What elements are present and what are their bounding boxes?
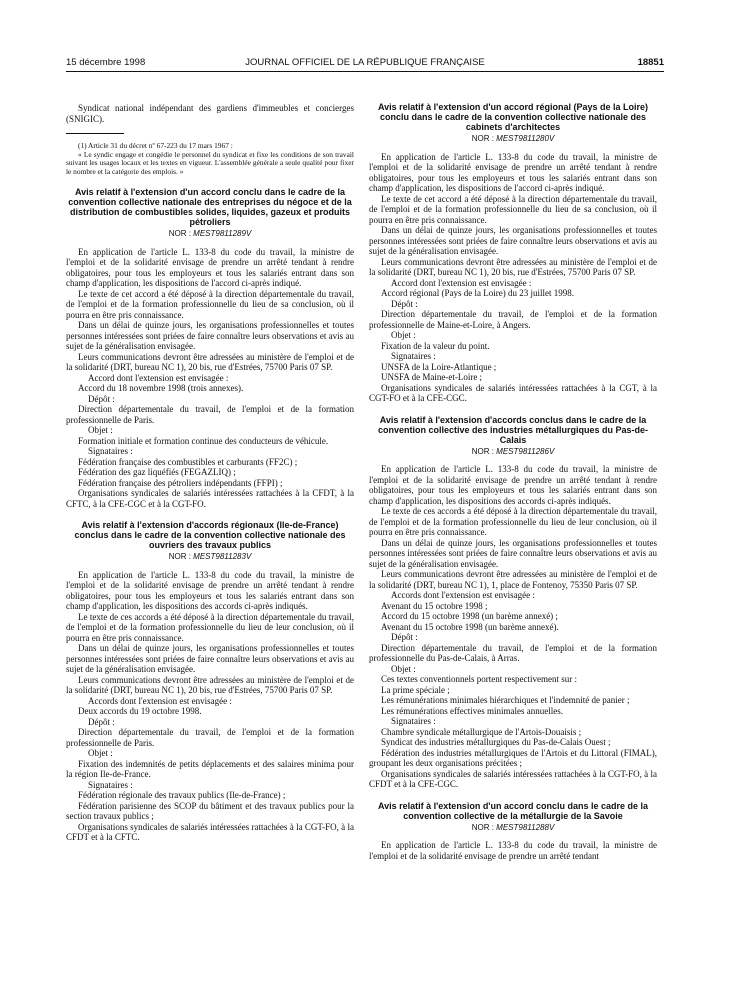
nor-reference: NOR : MESТ9811289V: [168, 229, 252, 239]
nor-reference: NOR : MESТ9811283V: [168, 552, 252, 562]
list-item: Fixation de la valeur du point.: [381, 340, 490, 351]
list-heading: Objet :: [391, 663, 416, 674]
list-heading: Accords dont l'extension est envisagée :: [88, 695, 232, 706]
list-item: Direction départementale du travail, de l'emploi et de la formation professionnelle de Paris.: [66, 727, 354, 748]
list-item: Accord du 18 novembre 1998 (trois annexes).: [78, 383, 244, 394]
notice-title: Avis relatif à l'extension d'accords conclus dans le cadre de la convention collective des industries métallurgiques du Pas-de-Calais: [377, 414, 649, 445]
notice-title: Avis relatif à l'extension d'un accord régional (Pays de la Loire) conclu dans le cadre de la convention collective nationale des cabinets d'architectes: [377, 102, 649, 132]
list-item: Avenant du 15 octobre 1998 ;: [381, 600, 488, 611]
notice-title: Avis relatif à l'extension d'un accord conclu dans le cadre de la convention collective nationale des entreprises du négoce et de la distribution de combustibles solides, liquides, gazeux et produits pétroliers: [68, 187, 352, 228]
list-item: Accord régional (Pays de la Loire) du 23 juillet 1998.: [381, 288, 574, 298]
list-item: Fixation des indemnités de petits déplacements et des salaires minima pour la région Ile-de-France.: [66, 758, 354, 780]
list-heading: Signataires :: [88, 779, 133, 790]
list-item: Organisations syndicales de salariés intéressées rattachées à la CGT-FO, à la CFDT et à la CFE-CGC.: [369, 768, 657, 789]
list-heading: Signataires :: [391, 716, 436, 726]
nor-reference: NOR : MESТ9811288V: [471, 822, 555, 832]
paragraph: En application de l'article L. 133-8 du code du travail, la ministre de l'emploi et de la solidarité envisage de prendre un arrêté tendant: [369, 840, 657, 861]
list-item: Syndicat des industries métallurgiques du Pas-de-Calais Ouest ;: [381, 737, 611, 747]
journal-title: JOURNAL OFFICIEL DE LA RÉPUBLIQUE FRANÇAISE: [245, 57, 485, 68]
paragraph: En application de l'article L. 133-8 du code du travail, la ministre de l'emploi et de la solidarité envisage de prendre un arrêté tendant à rendre obligatoires, pour tous les employeurs et tous les salariés entrant dans son champ d'application, les dispositions des accords ci-après indiqués.: [66, 569, 354, 612]
list-item: Fédération des industries métallurgiques de l'Artois et du Littoral (FIMAL), groupant les deux organisations précitées ;: [369, 747, 657, 768]
paragraph: Le texte de cet accord a été déposé à la direction départementale du travail, de l'emploi et de la formation professionnelle du lieu de sa conclusion, où il pourra en être pris connaissance.: [66, 288, 354, 320]
list-item: La prime spéciale ;: [381, 684, 450, 695]
nor-reference: NOR : MESТ9811286V: [471, 446, 555, 456]
paragraph: Leurs communications devront être adressées au ministère de l'emploi et de la solidarité (DRT, bureau NC 1), 20 bis, rue d'Estrées, 75700 Paris 07 SP.: [369, 256, 657, 277]
list-item: UNSFA de Maine-et-Loire ;: [381, 372, 483, 382]
list-item: Organisations syndicales de salariés intéressées rattachées à la CGT, à la CGT-FO et à la CFE-CGC.: [369, 382, 657, 403]
list-item: Deux accords du 19 octobre 1998.: [78, 706, 202, 717]
list-item: Accord du 15 octobre 1998 (un barème annexé) ;: [381, 611, 558, 621]
list-heading: Accords dont l'extension est envisagée :: [391, 590, 535, 600]
list-heading: Dépôt :: [391, 632, 418, 642]
left-column: [66, 103, 354, 843]
list-item: Fédération parisienne des SCOP du bâtiment et des travaux publics pour la section travaux publics ;: [66, 800, 354, 822]
list-heading: Signataires :: [88, 446, 133, 457]
paragraph: Dans un délai de quinze jours, les organisations professionnelles et toutes personnes intéressées sont priées de faire connaître leurs observations et avis au sujet de la généralisation envisagée.: [66, 320, 354, 352]
paragraph: Dans un délai de quinze jours, les organisations professionnelles et toutes personnes intéressées sont priées de faire connaître leurs observations et avis au sujet de la généralisation envisagée.: [369, 537, 657, 569]
list-item: Ces textes conventionnels portent respectivement sur :: [381, 674, 577, 684]
paragraph: Leurs communications devront être adressées au ministère de l'emploi et de la solidarité (DRT, bureau NC 1), 20 bis, rue d'Estrées, 75700 Paris 07 SP.: [66, 674, 354, 696]
nor-reference: NOR : MESТ9811280V: [471, 134, 555, 143]
list-item: Les rémunérations effectives minimales annuelles.: [381, 705, 564, 716]
notice-title: Avis relatif à l'extension d'accords régionaux (Ile-de-France) conclus dans le cadre de la convention collective nationale des ouvriers des travaux publics: [74, 520, 346, 551]
list-item: Fédération régionale des travaux publics (Ile-de-France) ;: [78, 790, 286, 801]
list-item: Fédération française des pétroliers indépendants (FFPI) ;: [78, 477, 283, 488]
footnote-text: « Le syndic engage et congédie le personnel du syndicat et fixe les conditions de son travail suivant les usages locaux et les textes en vigueur. L'assemblée générale a seule qualité pour fixer le nombre et la catégorie des emplois. »: [66, 149, 354, 176]
list-item: Avenant du 15 octobre 1998 (un barème annexé).: [381, 621, 559, 632]
list-item: Direction départementale du travail, de l'emploi et de la formation professionnelle de Maine-et-Loire, à Angers.: [369, 309, 657, 330]
list-item: Direction départementale du travail, de l'emploi et de la formation professionnelle de Paris.: [66, 404, 354, 425]
footnote-ref: (1) Article 31 du décret nº 67-223 du 17 mars 1967 :: [78, 141, 233, 150]
list-item: Formation initiale et formation continue des conducteurs de véhicule.: [78, 435, 329, 446]
list-item: Direction départementale du travail, de l'emploi et de la formation professionnelle du Pas-de-Calais, à Arras.: [369, 642, 657, 663]
list-item: Chambre syndicale métallurgique de l'Artois-Douaisis ;: [381, 726, 582, 737]
list-item: UNSFA de la Loire-Atlantique ;: [381, 361, 497, 372]
footnote-separator: [66, 133, 124, 134]
list-item: Organisations syndicales de salariés intéressées rattachées à la CGT-FO, à la CFDT et à la CFTC.: [66, 821, 354, 843]
paragraph: En application de l'article L. 133-8 du code du travail, la ministre de l'emploi et de la solidarité envisage de prendre un arrêté tendant à rendre obligatoires, pour tous les employeurs et tous les salariés entrant dans son champ d'application, les dispositions de l'accord ci-après indiqué.: [369, 151, 657, 193]
intro-paragraph: Syndicat national indépendant des gardiens d'immeubles et concierges (SNIGIC).: [66, 103, 354, 124]
paragraph: En application de l'article L. 133-8 du code du travail, la ministre de l'emploi et de la solidarité envisage de prendre un arrêté tendant à rendre obligatoires, pour tous les employeurs et tous les salariés entrant dans son champ d'application, les dispositions des accords ci-après indiqués.: [369, 464, 657, 506]
header-rule: [66, 71, 664, 72]
notice-title: Avis relatif à l'extension d'un accord conclu dans le cadre de la convention collective de la métallurgie de la Savoie: [377, 800, 649, 821]
list-heading: Objet :: [88, 748, 113, 759]
paragraph: En application de l'article L. 133-8 du code du travail, la ministre de l'emploi et de la solidarité envisage de prendre un arrêté tendant à rendre obligatoires, pour tous les employeurs et tous les salariés entrant dans son champ d'application, les dispositions de l'accord ci-après indiqué.: [66, 246, 354, 289]
list-heading: Objet :: [88, 425, 113, 436]
list-heading: Signataires :: [391, 351, 436, 361]
right-column: [369, 102, 657, 861]
paragraph: Dans un délai de quinze jours, les organisations professionnelles et toutes personnes intéressées sont priées de faire connaître leurs observations et avis au sujet de la généralisation envisagée.: [369, 225, 657, 256]
list-heading: Dépôt :: [88, 716, 115, 727]
header-date: 15 décembre 1998: [66, 57, 146, 68]
paragraph: Le texte de ces accords a été déposé à la direction départementale du travail, de l'emploi et de la formation professionnelle du lieu de leur conclusion, où il pourra en être pris connaissance.: [66, 611, 354, 643]
paragraph: Leurs communications devront être adressées au ministère de l'emploi et de la solidarité (DRT, bureau NC 1), 1, place de Fontenoy, 75350 Paris 07 SP.: [369, 569, 657, 590]
list-heading: Dépôt :: [88, 393, 115, 404]
paragraph: Dans un délai de quinze jours, les organisations professionnelles et toutes personnes intéressées sont priées de faire connaître leurs observations et avis au sujet de la généralisation envisagée.: [66, 643, 354, 675]
page-number: 18851: [637, 57, 664, 68]
list-heading: Accord dont l'extension est envisagée :: [391, 277, 532, 288]
list-item: Organisations syndicales de salariés intéressées rattachées à la CFDT, à la CFTC, à la CFE-CGC et à la CGT-FO.: [66, 488, 354, 509]
list-item: Les rémunérations minimales hiérarchiques et l'indemnité de panier ;: [381, 695, 630, 705]
paragraph: Leurs communications devront être adressées au ministère de l'emploi et de la solidarité (DRT, bureau NC 1), 20 bis, rue d'Estrées, 75700 Paris 07 SP.: [66, 351, 354, 373]
list-heading: Dépôt :: [391, 298, 418, 309]
paragraph: Le texte de cet accord a été déposé à la direction départementale du travail, de l'emploi et de la formation professionnelle du lieu de sa conclusion, où il pourra en être pris connaissance.: [369, 193, 657, 225]
page-header: [66, 57, 664, 71]
list-item: Fédération française des combustibles et carburants (FF2C) ;: [78, 456, 298, 467]
paragraph: Le texte de ces accords a été déposé à la direction départementale du travail, de l'emploi et de la formation professionnelle du lieu de leur conclusion, où il pourra en être pris connaissance.: [369, 506, 657, 537]
list-heading: Objet :: [391, 330, 416, 340]
list-item: Fédération des gaz liquéfiés (FEGAZLIQ) ;: [78, 467, 236, 478]
list-heading: Accord dont l'extension est envisagée :: [88, 372, 229, 383]
